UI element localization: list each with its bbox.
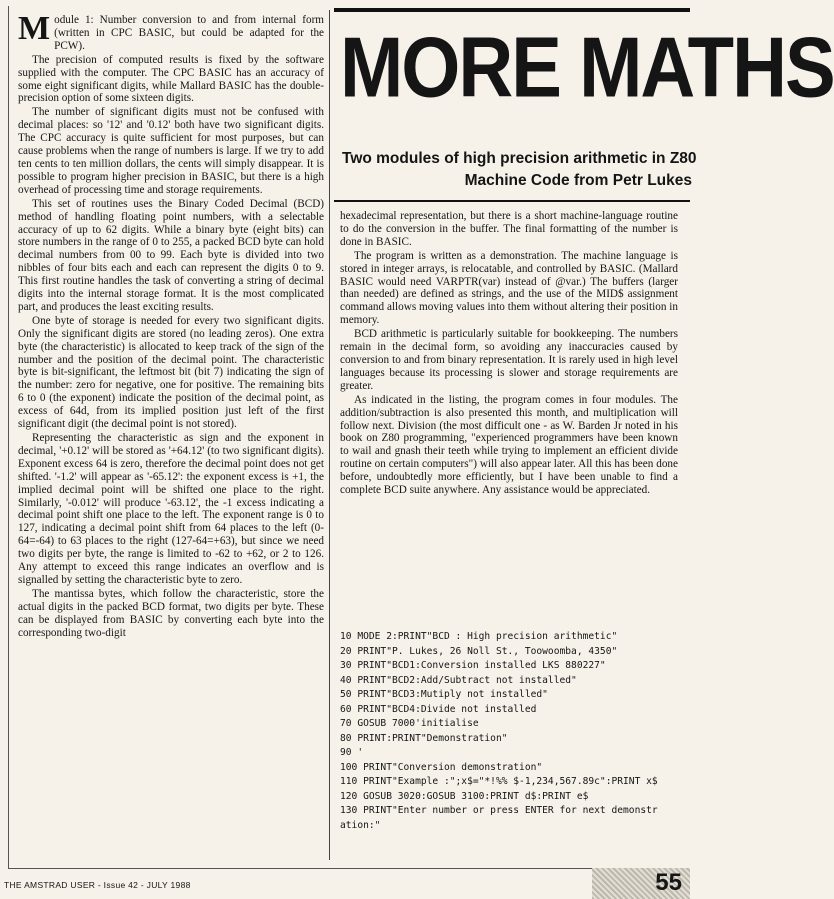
article-title: MORE MATHS <box>340 20 834 116</box>
publication-footer: THE AMSTRAD USER - Issue 42 - JULY 1988 <box>4 880 191 890</box>
listing-line: 20 PRINT"P. Lukes, 26 Noll St., Toowoomba, 4350" <box>340 645 618 657</box>
listing-line: 70 GOSUB 7000'initialise <box>340 718 479 729</box>
listing-line: 60 PRINT"BCD4:Divide not installed <box>340 703 537 715</box>
article-header <box>334 8 834 202</box>
listing-line: 10 MODE 2:PRINT"BCD : High precision arithmetic" <box>340 631 618 642</box>
page-number-box <box>592 868 690 899</box>
article-paragraph: One byte of storage is needed for every two significant digits. Only the significant digits are stored (no leading zeros). One extra byte (the characteristic) is allocated to keep track of the sign of the number and the position of the decimal point. The characteristic byte is bit-significant, the leftmost bit (bit 7) indicating the sign of the number: zero for negative, one for positive. The remaining bits 6 to 0 (the exponent) indicate the position of the decimal point, as excess of 64d, from its implied position just left of the first significant digit (the decimal point is not stored). <box>18 314 324 431</box>
article-paragraph: This set of routines uses the Binary Coded Decimal (BCD) method of handling floating point numbers, with a selectable accuracy of up to 62 digits. While a binary byte (eight bits) can store numbers in the range of 0 to 255, a packed BCD byte can hold decimal numbers from 00 to 99. Each byte is divided into two nibbles of four bits each and each can represent the digits 0 to 9. This first routine handles the task of converting a string of decimal digits into the internal storage format. It is the most complicated part, and produces the least exciting results. <box>18 197 324 313</box>
listing-line: 90 ' <box>340 747 364 758</box>
paragraph-text: odule 1: Number conversion to and from internal form (written in CPC BASIC, but could be adapted for the PCW). <box>54 14 324 52</box>
listing-line: 30 PRINT"BCD1:Conversion installed LKS 880227" <box>340 660 606 671</box>
article-paragraph: The program is written as a demonstration. The machine language is stored in integer arrays, is relocatable, and controlled by BASIC. (Mallard BASIC would need VARPTR(var) instead of @var.) The buffers (larger than needed) are defined as strings, and the use of the MID$ assignment command allows moving values into them without altering their position in memory. <box>340 249 678 327</box>
listing-line: 110 PRINT"Example :";x$="*!%% $-1,234,567.89c":PRINT x$ <box>340 776 658 787</box>
article-paragraph: BCD arithmetic is particularly suitable for bookkeeping. The numbers remain in the decimal form, so avoiding any inaccuracies caused by conversion to and from binary representation. It is rarely used in high level languages because its processing is slower and storage requirements are greater. <box>340 328 678 392</box>
listing-line: 80 PRINT:PRINT"Demonstration" <box>340 732 508 744</box>
article-byline: Machine Code from Petr Lukes <box>464 172 692 189</box>
listing-line: 50 PRINT"BCD3:Mutiply not installed" <box>340 689 548 700</box>
drop-cap: M <box>18 10 51 47</box>
article-paragraph <box>18 10 324 53</box>
article-subtitle: Two modules of high precision arithmetic in Z80 <box>342 150 697 167</box>
listing-line: 120 GOSUB 3020:GOSUB 3100:PRINT d$:PRINT e$ <box>340 790 589 802</box>
article-paragraph: The precision of computed results is fixed by the software supplied with the computer. The CPC BASIC has an accuracy of some eight significant digits, while Mallard BASIC has the double-precision option of some sixteen digits. <box>18 53 324 105</box>
listing-line: ation:" <box>340 819 381 831</box>
listing-line: 130 PRINT"Enter number or press ENTER for next demonstr <box>340 805 658 816</box>
page-number: 55 <box>655 869 682 896</box>
listing-line: 40 PRINT"BCD2:Add/Subtract not installed" <box>340 674 577 686</box>
listing-line: 100 PRINT"Conversion demonstration" <box>340 761 543 773</box>
article-paragraph: Representing the characteristic as sign and the exponent in decimal, '+0.12' will be stored as '+64.12' (to two significant digits). Exponent excess 64 is zero, therefore the decimal point does not get shifted. '-1.2' will appear as '-65.12': the exponent excess is +1, the implied decimal point will be shifted one place to the right. Similarly, '-0.012' will produce '-63.12', the -1 excess indicating a decimal point shift one place to the left. The exponent range is 0 to 127, indicating a decimal point shift from 64 places to the left (0-64=-64) to 63 places to the right (127-64=+63), but since we need two digits per byte, the range is limited to -62 to +62, or 2 to 126. Any attempt to exceed this range indicates an overflow and is signalled by setting the characteristic byte to zero. <box>18 432 324 586</box>
article-left-column <box>18 10 324 641</box>
article-paragraph: As indicated in the listing, the program comes in four modules. The addition/subtraction is also presented this month, and multiplication will follow next. Division (the most difficult one - as W. Barden Jr noted in his book on Z80 programming, "experienced programmers have been known to wail and gnash their teeth while trying to implement an efficient divide routine on certain computers") will also appear later. All this has been done before, undoubtedly more efficiently, but I have been unable to find a complete BCD suite anywhere. Any assistance would be appreciated. <box>340 393 678 497</box>
basic-program-listing <box>340 630 678 833</box>
article-paragraph: hexadecimal representation, but there is a short machine-language routine to do the conversion in the buffer. The final formatting of the number is done in BASIC. <box>340 210 678 248</box>
article-paragraph: The mantissa bytes, which follow the characteristic, store the actual digits in the packed BCD format, two digits per byte. These can be displayed from BASIC by converting each byte into the corresponding two-digit <box>18 587 324 639</box>
article-paragraph: The number of significant digits must not be confused with decimal places: so '12' and '0.12' both have two significant digits. The CPC accuracy is quite sufficient for most purposes, but can cause problems when the range of numbers is large. If we try to add ten cents to ten million dollars, the cents will simply disappear. It is possible to program higher precision in BASIC, but there is a high overhead of processing time and storage requirements. <box>18 106 324 196</box>
column-divider <box>329 10 330 860</box>
article-right-column <box>340 210 678 498</box>
